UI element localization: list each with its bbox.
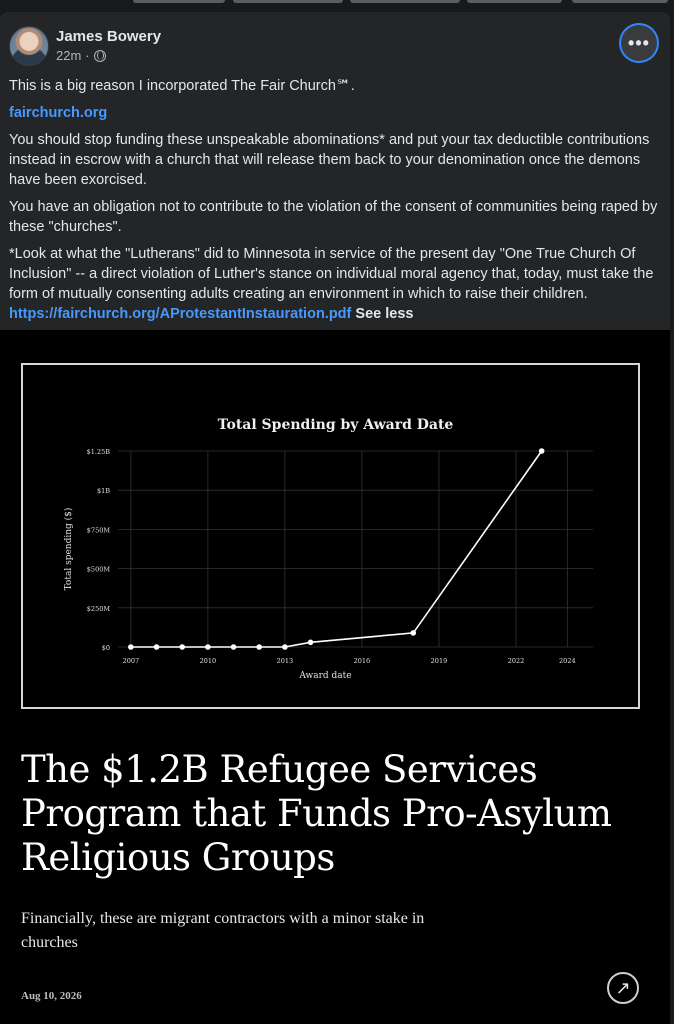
author-avatar[interactable]: [9, 26, 49, 66]
data-point: [128, 644, 134, 650]
post-media-image[interactable]: [0, 330, 670, 1024]
x-tick-label: 2010: [199, 657, 217, 665]
x-tick-label: 2019: [430, 657, 448, 665]
data-point: [179, 644, 185, 650]
feed-post: [0, 12, 670, 1024]
x-tick-label: 2013: [276, 657, 294, 665]
data-point: [282, 644, 288, 650]
y-tick-label: $1B: [96, 487, 110, 496]
y-tick-label: $250M: [86, 604, 110, 613]
post-text: [9, 76, 659, 324]
post-meta: [56, 48, 106, 63]
series-line: [131, 451, 542, 647]
data-point: [205, 644, 211, 650]
chart-title: Total Spending by Award Date: [217, 417, 454, 433]
y-axis-label: Total spending ($): [64, 507, 74, 591]
top-feed-strip: [0, 0, 674, 12]
meta-separator: ·: [85, 48, 90, 63]
y-tick-label: $500M: [86, 565, 110, 574]
data-point: [256, 644, 262, 650]
external-link-button[interactable]: [607, 972, 639, 1004]
y-tick-label: $1.25B: [86, 448, 110, 456]
media-date: Aug 10, 2026: [21, 990, 82, 1002]
spending-chart: [23, 365, 638, 707]
post-header: [0, 12, 670, 72]
globe-icon[interactable]: [94, 50, 106, 62]
paragraph-1: This is a big reason I incorporated The Fair Church℠.: [9, 78, 355, 94]
post-timestamp[interactable]: 22m: [56, 48, 82, 63]
chart-frame: [21, 363, 640, 709]
author-name[interactable]: James Bowery: [56, 28, 162, 45]
media-subline: Financially, these are migrant contractors with a minor stake in churches: [21, 910, 425, 951]
paragraph-4: You have an obligation not to contribute to the violation of the consent of communities being raped by these "churches".: [9, 199, 658, 235]
see-less-button[interactable]: See less: [355, 306, 414, 322]
fairchurch-link[interactable]: fairchurch.org: [9, 105, 108, 121]
x-tick-label: 2024: [559, 657, 576, 665]
data-point: [410, 630, 416, 636]
x-tick-label: 2016: [353, 657, 371, 665]
data-point: [539, 448, 545, 454]
more-options-button[interactable]: [621, 25, 657, 61]
x-tick-label: 2007: [122, 657, 140, 665]
data-point: [231, 644, 237, 650]
data-point: [154, 644, 160, 650]
data-point: [308, 639, 314, 645]
x-tick-label: 2022: [507, 657, 525, 665]
more-options-icon: •••: [628, 32, 650, 53]
y-tick-label: $750M: [86, 526, 110, 535]
paragraph-5: *Look at what the "Lutherans" did to Minnesota in service of the present day "One True Church Of Inclusion" -- a direct violation of Luther's stance on individual moral agency that, today, must take the form of mutually consenting adults creating an environment in which to raise their children.: [9, 246, 654, 302]
pdf-link[interactable]: https://fairchurch.org/AProtestantInstauration.pdf: [9, 306, 352, 322]
media-headline: The $1.2B Refugee Services Program that Funds Pro-Asylum Religious Groups: [21, 748, 612, 879]
paragraph-3: You should stop funding these unspeakable abominations* and put your tax deductible contributions instead in escrow with a church that will release them back to your denomination once the demons have been exorcised.: [9, 132, 650, 188]
y-tick-label: $0: [101, 644, 110, 652]
x-axis-label: Award date: [299, 671, 352, 681]
external-link-arrow-icon: ↗: [615, 977, 631, 998]
